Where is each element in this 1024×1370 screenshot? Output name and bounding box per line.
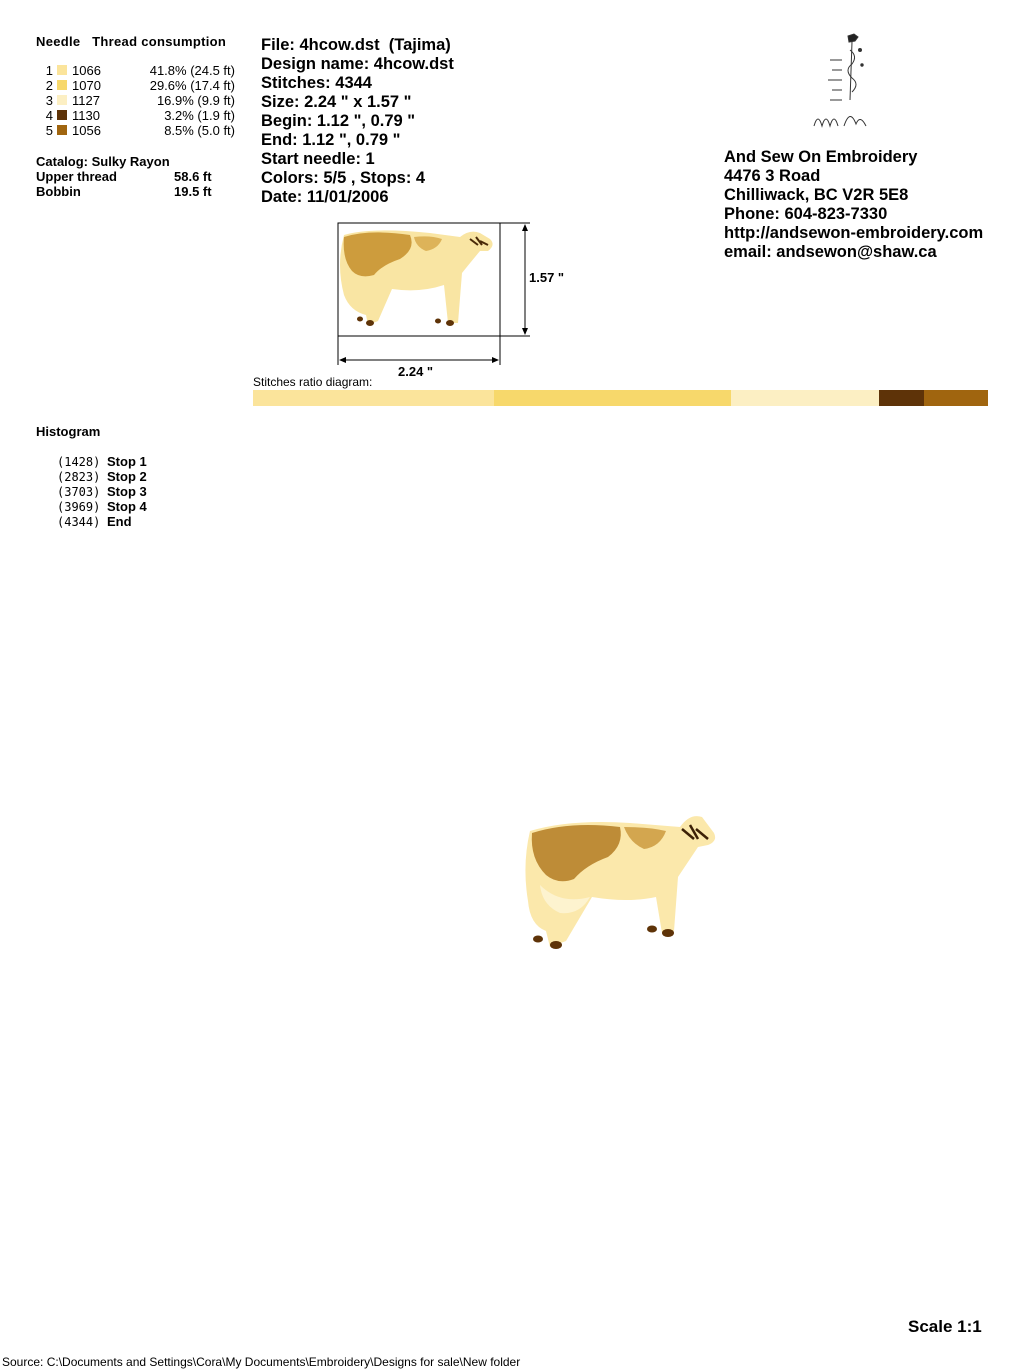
end-line: End: 1.12 ", 0.79 " [261,131,401,149]
scale-label: Scale 1:1 [908,1317,982,1336]
histogram-entry [57,514,147,529]
ratio-segment [879,390,924,406]
needle-index: 2 [45,78,53,93]
histogram-label: Stop 3 [107,484,147,499]
ratio-segment [924,390,988,406]
histogram-label: Stop 1 [107,454,147,469]
needle-thread-code: 1127 [72,93,100,108]
design-name-line: Design name: 4hcow.dst [261,55,454,73]
histogram-entry [57,499,147,514]
needle-color-swatch [57,95,67,105]
catalog-label: Catalog: Sulky Rayon [36,154,170,169]
begin-line: Begin: 1.12 ", 0.79 " [261,112,416,130]
histogram-list [57,454,147,529]
needle-thread-code: 1056 [72,123,101,138]
needle-thread-percent: 29.6% (17.4 ft) [149,78,235,93]
histogram-entry [57,454,147,469]
company-address: 4476 3 Road [724,167,821,185]
dimension-width-label: 2.24 " [398,364,434,379]
bobbin-label: Bobbin [36,184,81,199]
needle-thread-percent: 8.5% (5.0 ft) [164,123,235,138]
needle-thread-percent: 16.9% (9.9 ft) [156,93,235,108]
upper-thread-row [36,169,251,184]
company-phone: Phone: 604-823-7330 [724,205,888,223]
needle-index: 5 [45,123,53,138]
histogram-count: (3969) [57,500,101,514]
needle-list [36,63,251,138]
company-logo-icon [810,30,870,130]
ratio-segment [494,390,731,406]
bobbin-row [36,184,251,199]
histogram-label: Stop 2 [107,469,147,484]
needle-color-swatch [57,110,67,120]
ratio-segment [731,390,879,406]
histogram-entry [57,484,147,499]
dimension-height-label: 1.57 " [529,270,565,285]
catalog-block [36,154,251,199]
design-preview [330,215,580,380]
size-line: Size: 2.24 " x 1.57 " [261,93,412,111]
ratio-segment [253,390,494,406]
stitches-ratio-label: Stitches ratio diagram: [253,375,373,389]
histogram-label: End [107,514,132,529]
needle-index: 3 [45,93,53,108]
needle-thread-percent: 41.8% (24.5 ft) [149,63,235,78]
needle-row [36,93,251,108]
company-info [724,148,983,262]
upper-thread-value: 58.6 ft [174,169,212,184]
histogram-title: Histogram [36,424,101,439]
needle-row [36,78,251,93]
needle-thread-code: 1070 [72,78,101,93]
company-email: email: andsewon@shaw.ca [724,243,937,261]
start-needle-line: Start needle: 1 [261,150,375,168]
needle-color-swatch [57,80,67,90]
design-info [261,36,454,207]
colors-stops-line: Colors: 5/5 , Stops: 4 [261,169,426,187]
file-line: File: 4hcow.dst (Tajima) [261,36,451,54]
histogram-count: (1428) [57,455,101,469]
needle-index: 4 [45,108,53,123]
company-website: http://andsewon-embroidery.com [724,224,984,242]
stitches-line: Stitches: 4344 [261,74,372,92]
needle-color-swatch [57,125,67,135]
histogram-label: Stop 4 [107,499,147,514]
needle-thread-code: 1066 [72,63,101,78]
company-city: Chilliwack, BC V2R 5E8 [724,186,909,204]
thread-table-header: Needle Thread consumption [36,34,227,49]
source-path: Source: C:\Documents and Settings\Cora\My Documents\Embroidery\Designs for sale\New folder [2,1355,521,1369]
date-line: Date: 11/01/2006 [261,188,389,206]
histogram-count: (3703) [57,485,101,499]
needle-row [36,123,251,138]
needle-row [36,63,251,78]
company-name: And Sew On Embroidery [724,148,918,166]
histogram-count: (2823) [57,470,101,484]
needle-thread-percent: 3.2% (1.9 ft) [164,108,235,123]
needle-thread-code: 1130 [72,108,100,123]
stitches-ratio-bar [253,390,988,406]
bobbin-value: 19.5 ft [174,184,212,199]
needle-color-swatch [57,65,67,75]
histogram-entry [57,469,147,484]
histogram-count: (4344) [57,515,101,529]
upper-thread-label: Upper thread [36,169,117,184]
needle-index: 1 [45,63,53,78]
main-cow-icon [520,805,720,955]
needle-row [36,108,251,123]
thread-consumption-panel [36,34,251,199]
small-cow-icon [340,230,493,326]
